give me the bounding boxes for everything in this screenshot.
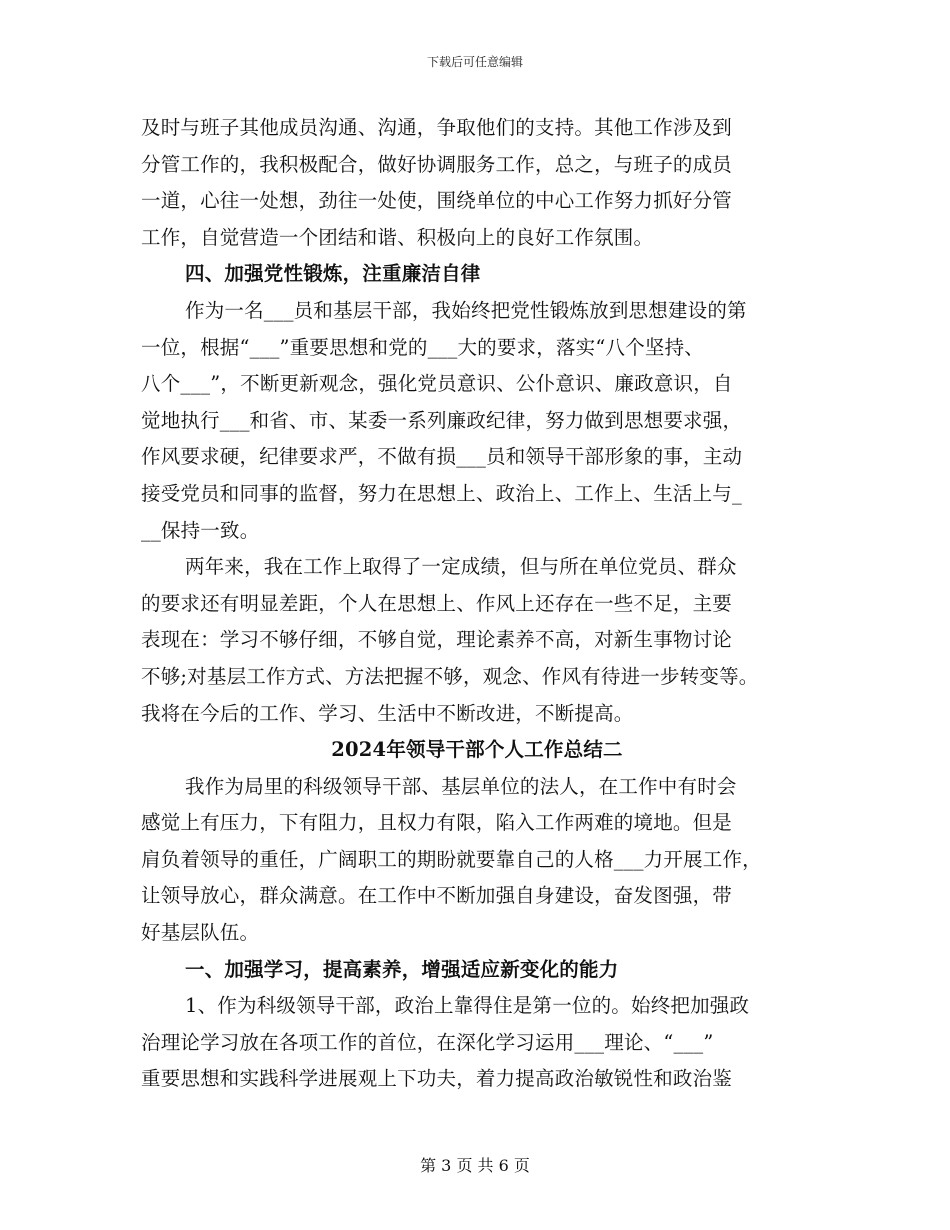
body-text-line: __保持一致。 [141, 518, 260, 542]
paragraph-first-line: 两年来，我在工作上取得了一定成绩，但与所在单位党员、群众 [185, 555, 737, 579]
body-text-line: 不够;对基层工作方式、方法把握不够，观念、作风有待进一步转变等。 [141, 664, 759, 688]
body-text-line: 分管工作的，我积极配合，做好协调服务工作，总之，与班子的成员 [141, 152, 733, 176]
body-text-line: 让领导放心，群众满意。在工作中不断加强自身建设，奋发图强，带 [141, 884, 733, 908]
paragraph-first-line: 作为一名___员和基层干部，我始终把党性锻炼放到思想建设的第 [185, 298, 747, 322]
body-text-line: 作风要求硬，纪律要求严，不做有损___员和领导干部形象的事，主动 [141, 445, 743, 469]
body-text-line: 接受党员和同事的监督，努力在思想上、政治上、工作上、生活上与_ [141, 481, 742, 505]
body-text-line: 好基层队伍。 [141, 921, 260, 945]
body-text-line: 工作，自觉营造一个团结和谐、积极向上的良好工作氛围。 [141, 225, 654, 249]
body-text-line: 肩负着领导的重任，广阔职工的期盼就要靠自己的人格___力开展工作， [141, 847, 762, 871]
paragraph-first-line: 1、作为科级领导干部，政治上靠得住是第一位的。始终把加强政 [185, 994, 750, 1018]
body-text-line: 重要思想和实践科学进展观上下功夫，着力提高政治敏锐性和政治鉴 [141, 1067, 733, 1091]
section-heading: 四、加强党性锻炼，注重廉洁自律 [185, 262, 481, 286]
body-text-line: 一位，根据“___”重要思想和党的___大的要求，落实“八个坚持、 [141, 335, 705, 359]
body-text-line: 治理论学习放在各项工作的首位，在深化学习运用___理论、“___” [141, 1030, 714, 1054]
body-text-line: 我将在今后的工作、学习、生活中不断改进，不断提高。 [141, 701, 634, 725]
body-text-line: 觉地执行___和省、市、某委一系列廉政纪律，努力做到思想要求强， [141, 408, 743, 432]
body-text-line: 表现在：学习不够仔细，不够自觉，理论素养不高，对新生事物讨论 [141, 628, 733, 652]
page-header: 下载后可任意编辑 [426, 55, 523, 69]
body-text-line: 的要求还有明显差距，个人在思想上、作风上还存在一些不足，主要 [141, 591, 733, 615]
body-text-line: 及时与班子其他成员沟通、沟通，争取他们的支持。其他工作涉及到 [141, 116, 733, 139]
section-heading: 一、加强学习，提高素养，增强适应新变化的能力 [185, 957, 619, 981]
document-body [141, 110, 813, 1098]
body-text-line: 八个___”，不断更新观念，强化党员意识、公仆意识、廉政意识，自 [141, 372, 733, 396]
body-text-line: 感觉上有压力，下有阻力，且权力有限，陷入工作两难的境地。但是 [141, 811, 733, 835]
body-text-line: 一道，心往一处想，劲往一处使，围绕单位的中心工作努力抓好分管 [141, 189, 733, 213]
paragraph-first-line: 我作为局里的科级领导干部、基层单位的法人，在工作中有时会 [185, 774, 737, 798]
page-number: 第 3 页 共 6 页 [420, 1156, 530, 1175]
document-title: 2024年领导干部个人工作总结二 [331, 738, 623, 762]
